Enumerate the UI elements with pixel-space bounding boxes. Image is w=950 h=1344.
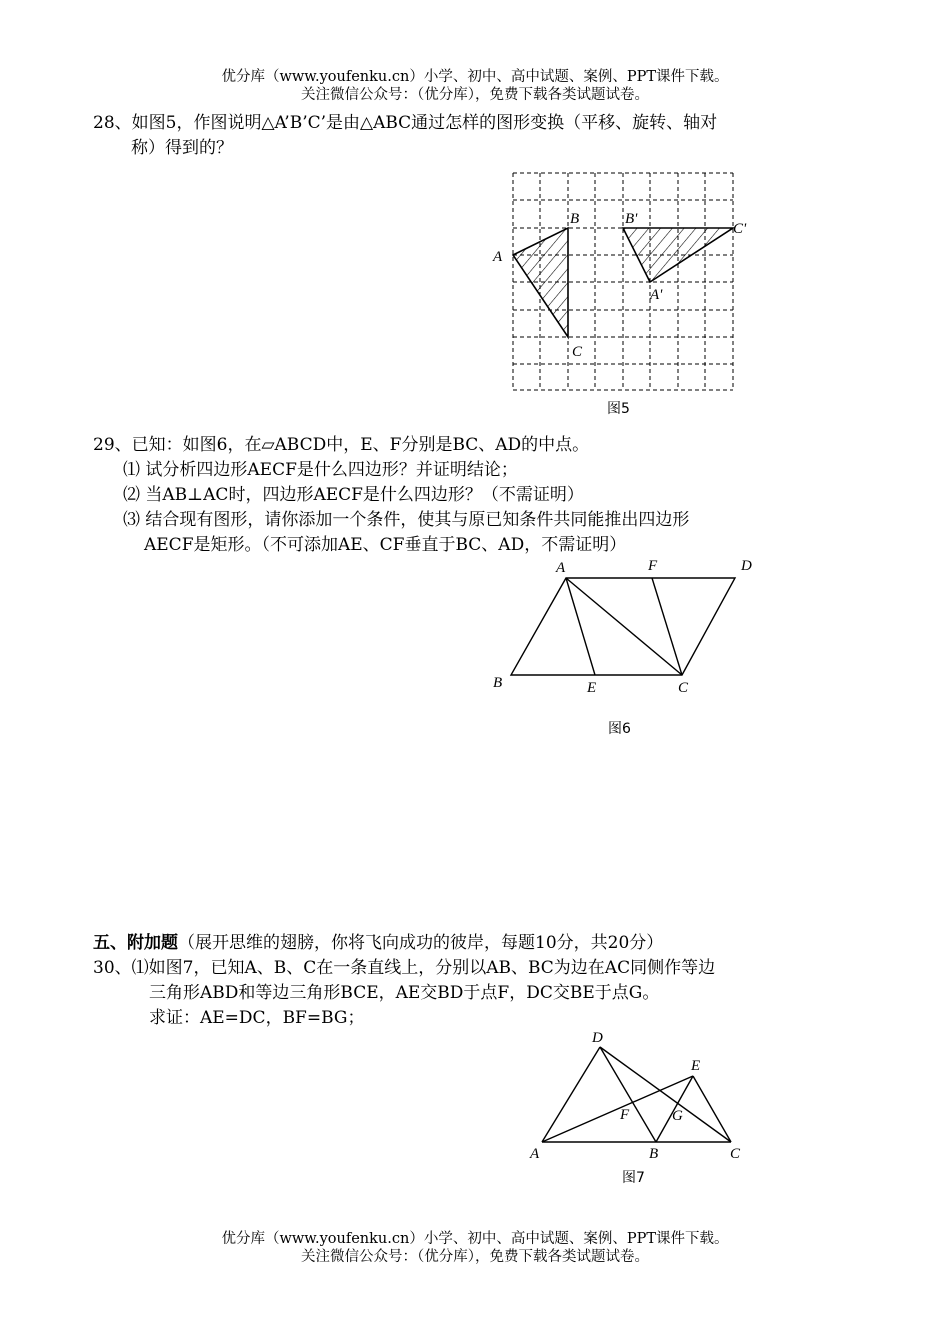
figure-5-caption: 图5 bbox=[607, 401, 630, 417]
label-B: B bbox=[493, 675, 503, 691]
figure-7-caption: 图7 bbox=[622, 1170, 645, 1186]
q28-text bbox=[93, 111, 717, 161]
q29-part-2: ⑵ 当AB⊥AC时，四边形AECF是什么四边形？（不需证明） bbox=[123, 485, 584, 505]
label-A: A bbox=[530, 1146, 540, 1162]
q30-text bbox=[93, 956, 715, 1031]
segment-ae bbox=[542, 1076, 693, 1142]
label-B: B bbox=[649, 1146, 659, 1162]
footer-line-2: 关注微信公众号：（优分库），免费下载各类试题试卷。 bbox=[301, 1249, 649, 1265]
header-line-2: 关注微信公众号：（优分库），免费下载各类试题试卷。 bbox=[301, 87, 649, 103]
q30-line-2: 三角形ABD和等边三角形BCE，AE交BD于点F，DC交BE于点G。 bbox=[149, 983, 660, 1003]
page-footer bbox=[0, 1230, 950, 1266]
segment-ad bbox=[542, 1047, 600, 1142]
label-D: D bbox=[741, 558, 752, 574]
footer-line-1: 优分库（www.youfenku.cn）小学、初中、高中试题、案例、PPT课件下载。 bbox=[221, 1231, 729, 1247]
q28-line-2: 称）得到的？ bbox=[131, 138, 233, 158]
figure-6-caption: 图6 bbox=[608, 721, 631, 737]
q29-part-3b: AECF是矩形。（不可添加AE、CF垂直于BC、AD，不需证明） bbox=[144, 535, 627, 555]
segment-cf bbox=[652, 578, 682, 675]
label-C: C bbox=[730, 1146, 741, 1162]
segment-ac bbox=[566, 578, 682, 675]
label-A-prime: A' bbox=[650, 287, 663, 303]
label-F: F bbox=[648, 558, 658, 574]
segment-ae bbox=[566, 578, 595, 675]
label-A: A bbox=[493, 249, 503, 265]
section-5-heading bbox=[93, 931, 663, 956]
q29-text bbox=[93, 433, 689, 558]
label-B-prime: B' bbox=[625, 211, 638, 227]
label-C: C bbox=[678, 680, 689, 696]
q28-line-1: 28、如图5，作图说明△A’B’C’是由△ABC通过怎样的图形变换（平移、旋转、轴对 bbox=[93, 113, 718, 133]
segment-ec bbox=[693, 1076, 731, 1142]
label-E: E bbox=[691, 1058, 701, 1074]
segment-dc bbox=[600, 1047, 731, 1142]
q29-part-3a: ⑶ 结合现有图形，请你添加一个条件，使其与原已知条件共同能推出四边形 bbox=[123, 510, 690, 530]
label-B: B bbox=[570, 211, 580, 227]
label-D: D bbox=[592, 1030, 603, 1046]
label-C: C bbox=[572, 344, 583, 360]
page-header bbox=[0, 68, 950, 104]
figure-5 bbox=[490, 165, 760, 425]
header-line-1: 优分库（www.youfenku.cn）小学、初中、高中试题、案例、PPT课件下载。 bbox=[221, 69, 729, 85]
section-5-title: 五、附加题 bbox=[93, 933, 178, 953]
q30-line-3: 求证：AE=DC，BF=BG； bbox=[149, 1008, 365, 1028]
figure-6 bbox=[485, 550, 775, 745]
label-C-prime: C' bbox=[733, 221, 747, 237]
label-A: A bbox=[556, 560, 566, 576]
section-5-note: （展开思维的翅膀，你将飞向成功的彼岸，每题10分，共20分） bbox=[178, 933, 664, 953]
label-F: F bbox=[620, 1107, 630, 1123]
segment-db bbox=[600, 1047, 656, 1142]
q30-line-1: 30、⑴如图7，已知A、B、C在一条直线上，分别以AB、BC为边在AC同侧作等边 bbox=[93, 958, 716, 978]
label-E: E bbox=[587, 680, 597, 696]
q29-part-1: ⑴ 试分析四边形AECF是什么四边形？并证明结论； bbox=[123, 460, 518, 480]
label-G: G bbox=[672, 1108, 683, 1124]
figure-7 bbox=[520, 1025, 760, 1190]
q29-line-1: 29、已知：如图6，在▱ABCD中，E、F分别是BC、AD的中点。 bbox=[93, 435, 590, 455]
